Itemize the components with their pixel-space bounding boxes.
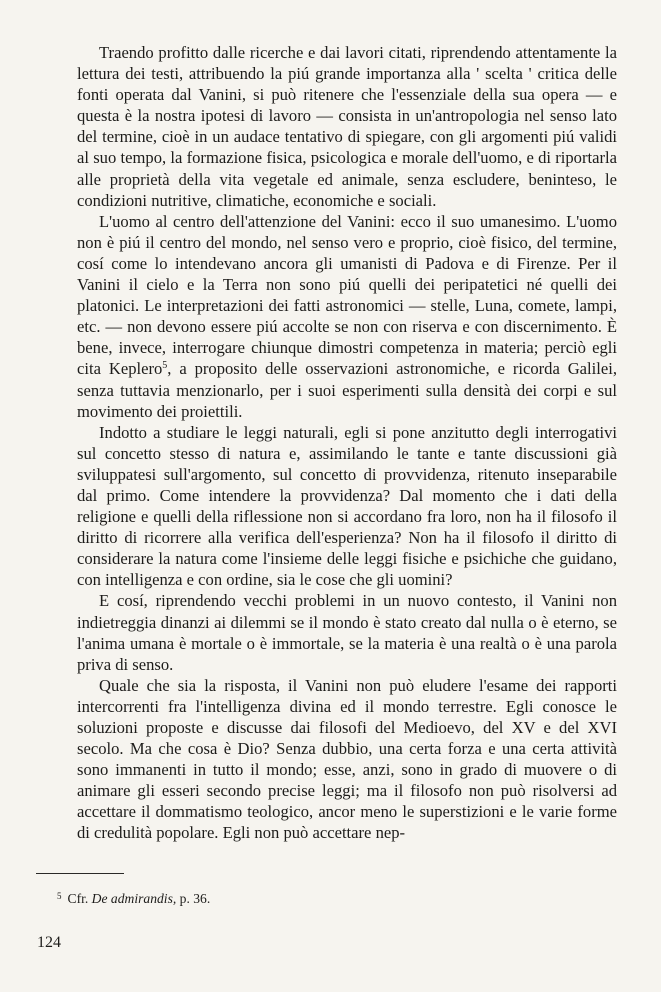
page-number: 124 [37,934,61,951]
footnote-divider [36,873,124,874]
paragraph-2-continuation: , a proposito delle osservazioni astronomiche, e ricorda Galilei, senza tuttavia menzionarlo, per i suoi esperimenti sulla densità dei corpi e sul movimento dei proiettili. [77,359,618,421]
main-text [77,42,617,844]
footnote-number: 5 [57,891,62,901]
footnote-prefix: Cfr. [67,891,92,906]
paragraph-2-text: L'uomo al centro dell'attenzione del Vanini: ecco il suo umanesimo. L'uomo non è piú il centro del mondo, nel senso vero e proprio, cioè fisico, del termine, cosí come lo intendevano ancora gli umanisti di Padova e di Firenze. Per il Vanini il cielo e la Terra non sono piú quelli dei peripatetici né quelli dei platonici. Le interpretazioni dei fatti astronomici — stelle, Luna, comete, lampi, etc. — non devono essere piú accolte se non con riserva e con discernimento. È bene, invece, interrogare chiunque dimostri competenza in materia; perciò egli cita Keplero [77,211,617,379]
paragraph-1: Traendo profitto dalle ricerche e dai lavori citati, riprendendo attentamente la lettura dei testi, attribuendo la piú grande importanza alla ' scelta ' critica delle fonti operata dal Vanini, si può ritenere che l'essenziale della sua opera — e questa è la nostra ipotesi di lavoro — consista in un'antropologia nel senso lato del termine, cioè in un audace tentativo di spiegare, con gli argomenti piú validi al suo tempo, la formazione fisica, psicologica e morale dell'uomo, e di riportarla alle proprietà della vita vegetale ed animale, senza escludere, beninteso, le condizioni nutritive, climatiche, economiche e sociali. [77,43,617,210]
paragraph-4: E cosí, riprendendo vecchi problemi in un nuovo contesto, il Vanini non indietreggia dinanzi ai dilemmi se il mondo è stato creato dal nulla o è eterno, se l'anima umana è mortale o è immortale, se la materia è una realtà o è una parola priva di senso. [77,591,617,674]
footnote-reference: 5 [162,360,168,372]
footnote-suffix: p. 36. [176,891,211,906]
footnote-title: De admirandis, [91,891,177,906]
footnote [57,887,210,908]
paragraph-2 [77,211,617,422]
paragraph-5: Quale che sia la risposta, il Vanini non può eludere l'esame dei rapporti intercorrenti fra l'intelligenza divina ed il mondo terrestre. Egli conosce le soluzioni proposte e discusse dai filosofi del Medioevo, del XV e del XVI secolo. Ma che cosa è Dio? Senza dubbio, una certa forza e una certa attività sono immanenti in tutto il mondo; esse, anzi, sono in grado di muovere o di animare gli esseri secondo precise leggi; ma il filosofo non può risolversi ad accettare il dommatismo teologico, ancor meno le superstizioni e le varie forme di credulità popolare. Egli non può accettare nep- [77,675,617,843]
paragraph-3: Indotto a studiare le leggi naturali, egli si pone anzitutto degli interrogativi sul concetto stesso di natura e, assimilando le tante e tante discussioni già sviluppatesi sull'argomento, sul concetto di provvidenza, ritenuto inseparabile dal primo. Come intendere la provvidenza? Dal momento che i dati della religione e quelli della riflessione non si accordano fra loro, non ha il filosofo il diritto di ricorrere alla verifica dell'esperienza? Non ha il filosofo il diritto di considerare la natura come l'insieme delle leggi fisiche e psichiche che guidano, con intelligenza e con ordine, sia le cose che gli uomini? [77,422,617,590]
